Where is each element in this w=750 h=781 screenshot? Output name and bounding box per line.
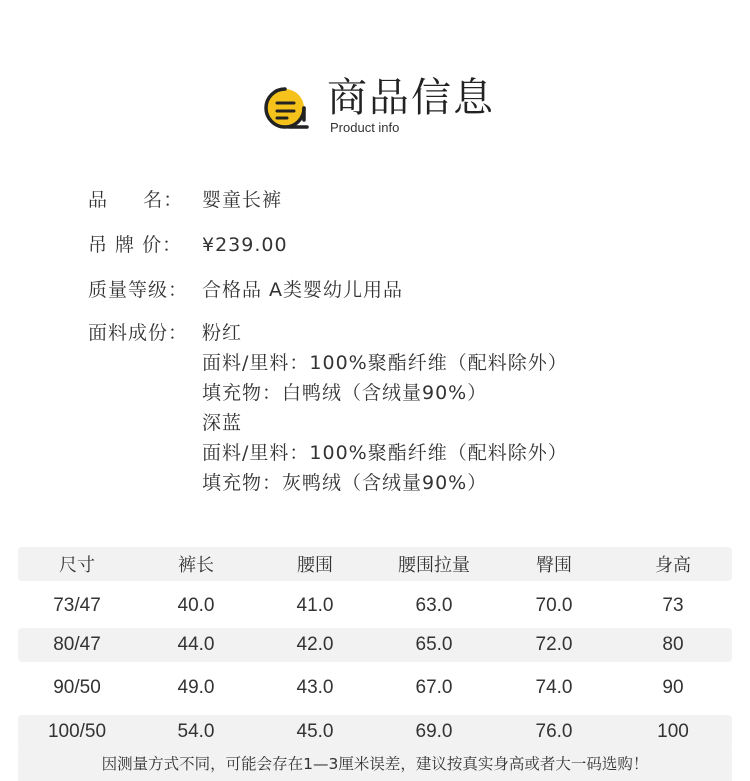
table-cell: 90/50 (53, 677, 101, 698)
table-cell: 72.0 (535, 634, 573, 655)
table-cell: 100/50 (47, 721, 107, 742)
table-cell: 49.0 (177, 677, 215, 698)
table-cell: 63.0 (415, 595, 453, 616)
info-row-material (88, 318, 568, 498)
table-row (18, 668, 732, 708)
table-header-cell: 尺寸 (59, 555, 95, 576)
table-cell: 90 (662, 677, 684, 698)
table-header-cell: 腰围拉量 (398, 555, 470, 576)
material-label: 面料成份： (88, 322, 189, 344)
material-line: 填充物：白鸭绒（含绒量90%） (202, 382, 488, 404)
table-cell: 80 (662, 634, 684, 655)
table-cell: 40.0 (177, 595, 215, 616)
table-cell: 100 (657, 721, 689, 742)
table-cell: 45.0 (296, 721, 334, 742)
material-line: 填充物：灰鸭绒（含绒量90%） (202, 472, 488, 494)
price-value: ¥239.00 (202, 234, 288, 256)
info-row-name (88, 185, 282, 215)
name-value: 婴童长裤 (202, 189, 283, 211)
table-header-cell: 裤长 (178, 555, 214, 576)
table-cell: 67.0 (415, 677, 453, 698)
grade-value: 合格品 A类婴幼儿用品 (202, 279, 404, 301)
table-cell: 70.0 (535, 595, 573, 616)
table-cell: 44.0 (177, 634, 215, 655)
table-cell: 69.0 (415, 721, 453, 742)
table-header-cell: 腰围 (297, 555, 333, 576)
table-cell: 73/47 (53, 595, 101, 616)
table-row (18, 628, 732, 662)
material-line: 面料/里料：100%聚酯纤维（配料除外） (202, 352, 568, 374)
measurement-note: 因测量方式不同，可能会存在1—3厘米误差，建议按真实身高或者大一码选购！ (18, 748, 732, 781)
section-subtitle: Product info (330, 120, 400, 135)
info-row-grade (88, 275, 403, 305)
table-cell: 80/47 (53, 634, 101, 655)
table-header-row (18, 547, 732, 581)
section-header (0, 72, 750, 142)
table-cell: 41.0 (296, 595, 334, 616)
table-cell: 76.0 (535, 721, 573, 742)
document-list-icon (263, 84, 313, 132)
section-title: 商品信息 (327, 75, 495, 121)
table-row (18, 588, 732, 624)
table-cell: 54.0 (177, 721, 215, 742)
material-value (202, 318, 568, 498)
table-header-cell: 臀围 (536, 555, 572, 576)
material-line: 粉红 (202, 322, 243, 344)
material-line: 深蓝 (202, 412, 243, 434)
table-cell: 65.0 (415, 634, 453, 655)
table-cell: 74.0 (535, 677, 573, 698)
table-cell: 73 (662, 595, 684, 616)
table-cell: 43.0 (296, 677, 334, 698)
price-label: 吊 牌 价： (88, 234, 183, 256)
name-label: 品 名： (88, 189, 184, 211)
table-cell: 42.0 (296, 634, 334, 655)
table-header-cell: 身高 (655, 555, 691, 576)
material-line: 面料/里料：100%聚酯纤维（配料除外） (202, 442, 568, 464)
info-row-price (88, 230, 288, 260)
table-row (18, 715, 732, 749)
grade-label: 质量等级： (88, 279, 189, 301)
